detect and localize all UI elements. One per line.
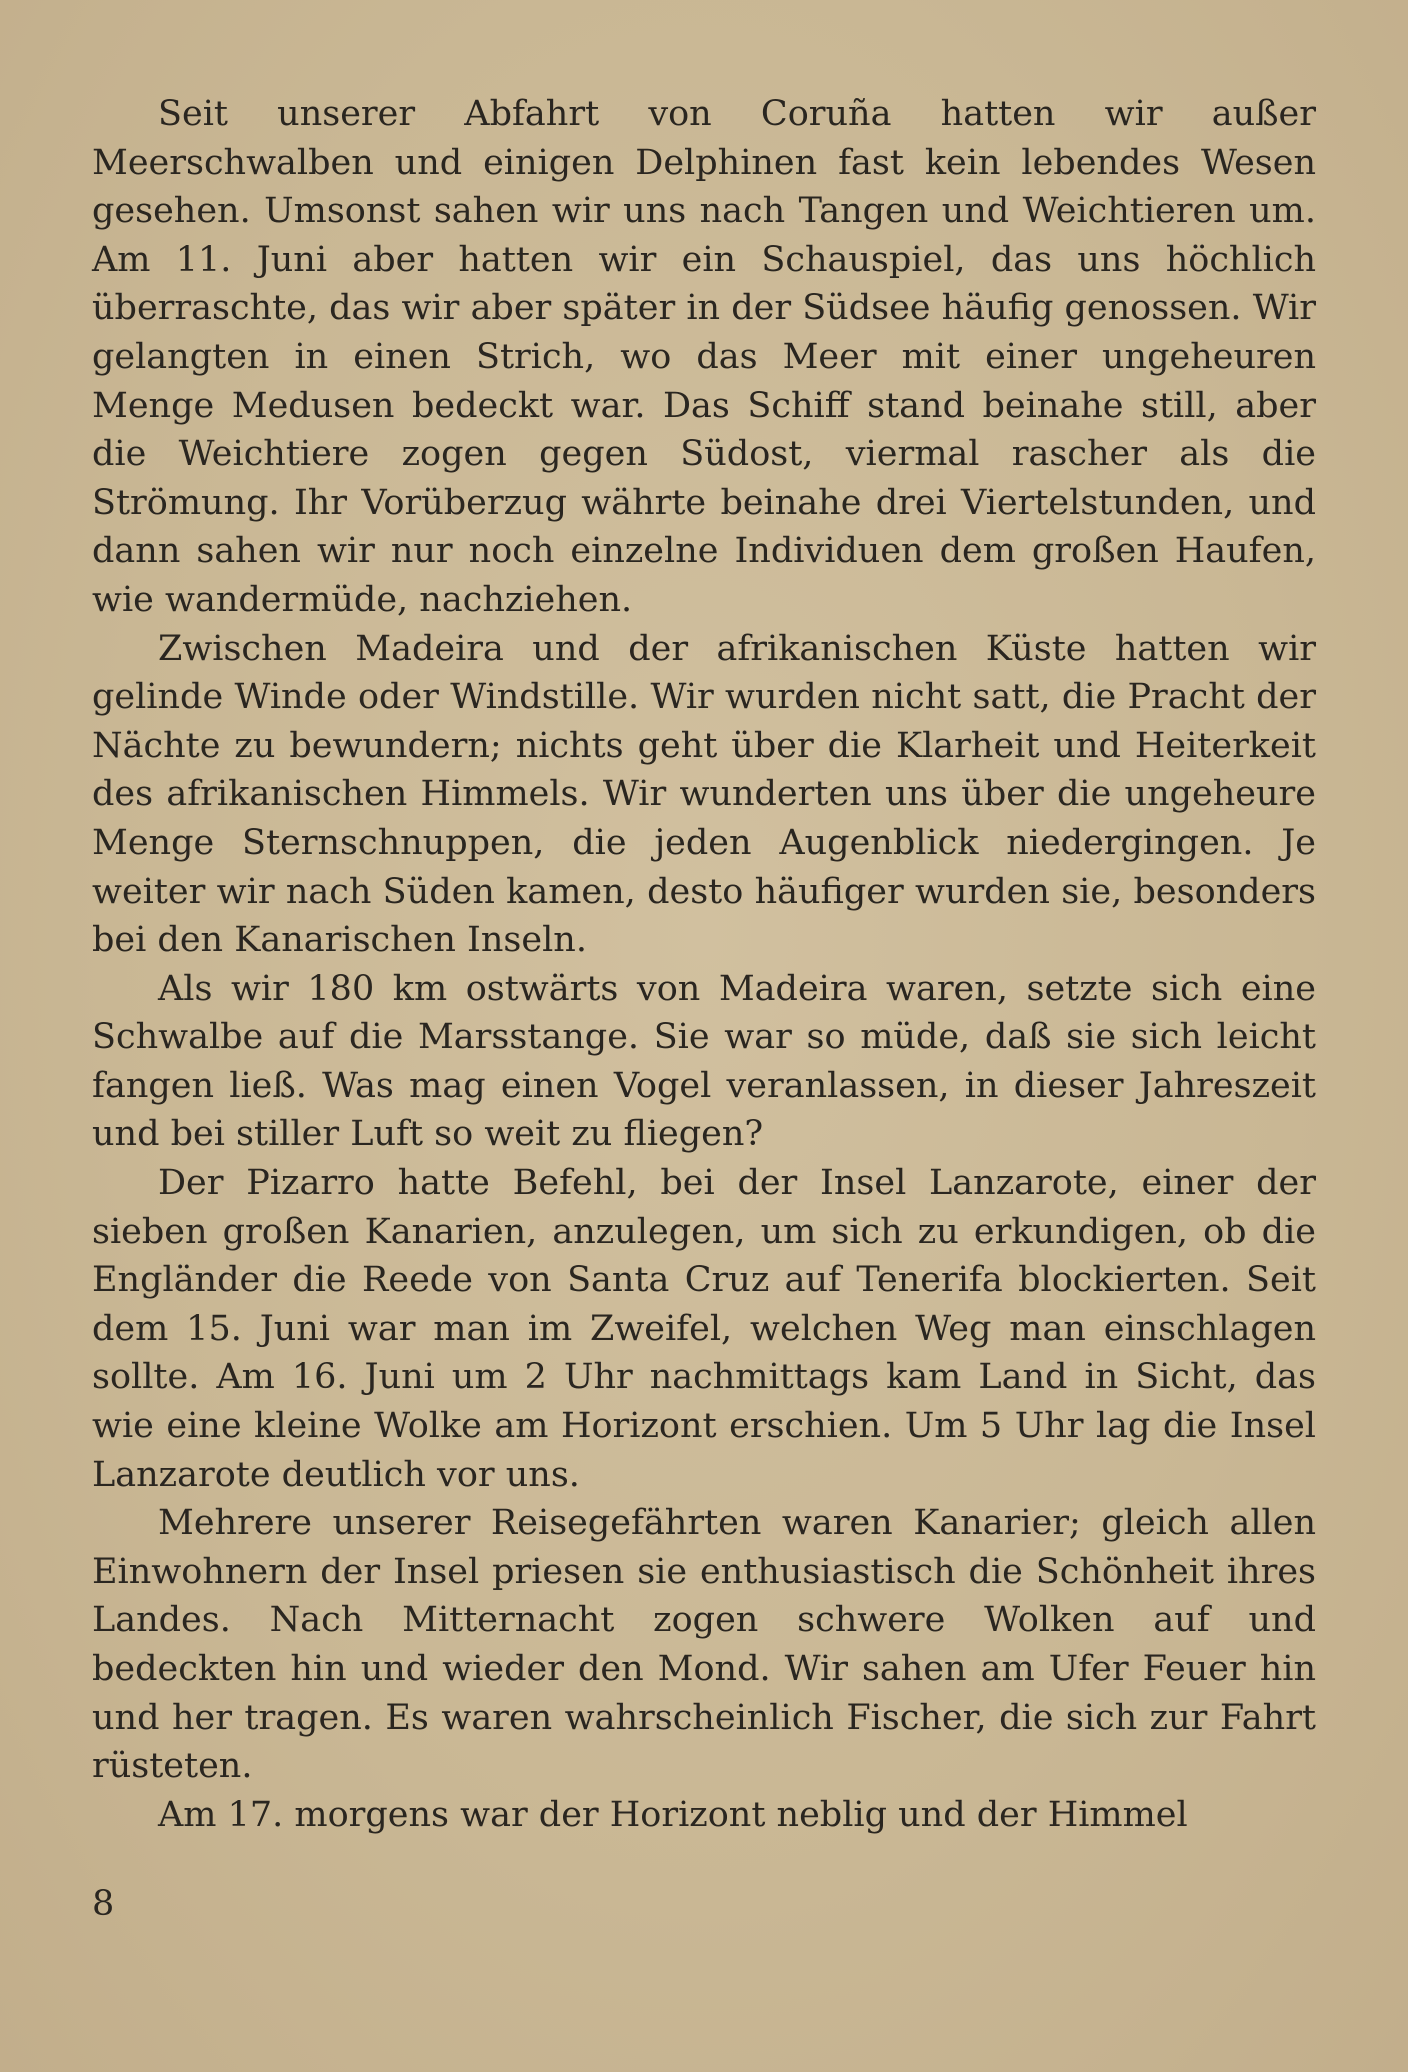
paragraph: Der Pizarro hatte Befehl, bei der Insel Lanzarote, einer der sieben großen Kanarien, anzulegen, um sich zu erkundigen, ob die Engländer die Reede von Santa Cruz auf Tenerifa blockierten. Seit dem 15. Juni war man im Zweifel, welchen Weg man einschlagen sollte. Am 16. Juni um 2 Uhr nachmittags kam Land in Sicht, das wie eine kleine Wolke am Horizont erschien. Um 5 Uhr lag die Insel Lanzarote deutlich vor uns. <box>92 1163 1316 1495</box>
page-number: 8 <box>92 1884 115 1924</box>
paragraph: Als wir 180 km ostwärts von Madeira waren, setzte sich eine Schwalbe auf die Marsstange. Sie war so müde, daß sie sich leicht fangen ließ. Was mag einen Vogel veranlassen, in dieser Jahreszeit und bei stiller Luft so weit zu fliegen? <box>92 968 1316 1155</box>
body-text <box>92 90 1316 1839</box>
paragraph: Am 17. morgens war der Horizont neblig und der Himmel <box>158 1794 1188 1835</box>
paragraph: Seit unserer Abfahrt von Coruña hatten wir außer Meerschwalben und einigen Delphinen fast kein lebendes Wesen gesehen. Umsonst sahen wir uns nach Tangen und Weichtieren um. Am 11. Juni aber hatten wir ein Schauspiel, das uns höchlich überraschte, das wir aber später in der Südsee häufig genossen. Wir gelangten in einen Strich, wo das Meer mit einer ungeheuren Menge Medusen bedeckt war. Das Schiff stand beinahe still, aber die Weichtiere zogen gegen Südost, viermal rascher als die Strömung. Ihr Vorüberzug währte beinahe drei Viertelstunden, und dann sahen wir nur noch einzelne Individuen dem großen Haufen, wie wandermüde, nachziehen. <box>92 94 1316 620</box>
paragraph: Mehrere unserer Reisegefährten waren Kanarier; gleich allen Einwohnern der Insel priesen sie enthusiastisch die Schönheit ihres Landes. Nach Mitternacht zogen schwere Wolken auf und bedeckten hin und wieder den Mond. Wir sahen am Ufer Feuer hin und her tragen. Es waren wahrscheinlich Fischer, die sich zur Fahrt rüsteten. <box>92 1503 1316 1787</box>
paragraph: Zwischen Madeira und der afrikanischen Küste hatten wir gelinde Winde oder Windstille. Wir wurden nicht satt, die Pracht der Nächte zu bewundern; nichts geht über die Klarheit und Heiterkeit des afrikanischen Himmels. Wir wunderten uns über die ungeheure Menge Sternschnuppen, die jeden Augenblick niedergingen. Je weiter wir nach Süden kamen, desto häufiger wurden sie, besonders bei den Kanarischen Inseln. <box>92 628 1316 961</box>
